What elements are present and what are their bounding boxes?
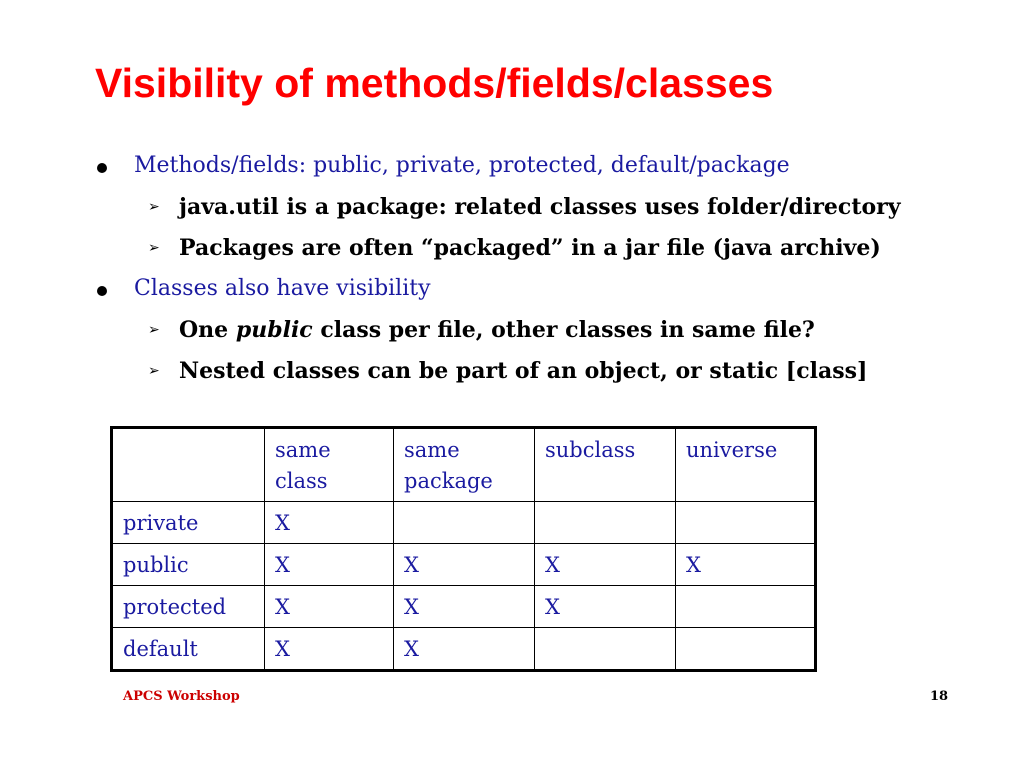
arrow-bullet-icon: ➢	[148, 363, 160, 379]
table-header-cell: same package	[394, 428, 535, 502]
table-cell: default	[112, 628, 265, 671]
table-cell: X	[676, 544, 816, 586]
table-row	[112, 586, 816, 628]
visibility-table	[110, 426, 817, 672]
sub-bullet-text: java.util is a package: related classes uses folder/directory	[179, 194, 901, 220]
table-row	[112, 544, 816, 586]
table-header-cell: universe	[676, 428, 816, 502]
table-cell	[535, 628, 676, 671]
sub-bullet-text: Nested classes can be part of an object, or static [class]	[179, 358, 868, 384]
table-cell: X	[394, 544, 535, 586]
table-cell: protected	[112, 586, 265, 628]
bullet-dot-icon	[97, 286, 107, 296]
sub-bullet-text-italic: public	[235, 317, 313, 343]
sub-bullet-text-before: One	[179, 317, 236, 343]
table-row	[112, 628, 816, 671]
arrow-bullet-icon: ➢	[148, 322, 160, 338]
table-cell	[535, 502, 676, 544]
table-header-cell: same class	[265, 428, 394, 502]
bullet-text: Classes also have visibility	[134, 276, 431, 301]
table-cell: X	[265, 628, 394, 671]
bullet-text: Methods/fields: public, private, protected, default/package	[134, 153, 790, 178]
table-cell: X	[394, 586, 535, 628]
table-row	[112, 502, 816, 544]
page-number: 18	[930, 689, 949, 704]
table-cell: private	[112, 502, 265, 544]
table-cell	[394, 502, 535, 544]
table-cell: X	[265, 544, 394, 586]
sub-bullet-text: Packages are often “packaged” in a jar file (java archive)	[179, 235, 881, 261]
slide-title: Visibility of methods/fields/classes	[95, 60, 774, 106]
table-cell: public	[112, 544, 265, 586]
bullet-dot-icon	[97, 163, 107, 173]
table-cell: X	[265, 586, 394, 628]
table-cell	[676, 502, 816, 544]
arrow-bullet-icon: ➢	[148, 199, 160, 215]
table-cell: X	[394, 628, 535, 671]
sub-bullet-text	[179, 317, 815, 343]
table-cell	[676, 628, 816, 671]
table-header-row	[112, 428, 816, 502]
table-cell: X	[535, 586, 676, 628]
arrow-bullet-icon: ➢	[148, 240, 160, 256]
table-cell	[676, 586, 816, 628]
table-cell: X	[265, 502, 394, 544]
table-cell: X	[535, 544, 676, 586]
table-header-cell: subclass	[535, 428, 676, 502]
footer-workshop-label: APCS Workshop	[123, 689, 240, 704]
sub-bullet-text-after: class per file, other classes in same file?	[312, 317, 815, 343]
table-header-cell	[112, 428, 265, 502]
